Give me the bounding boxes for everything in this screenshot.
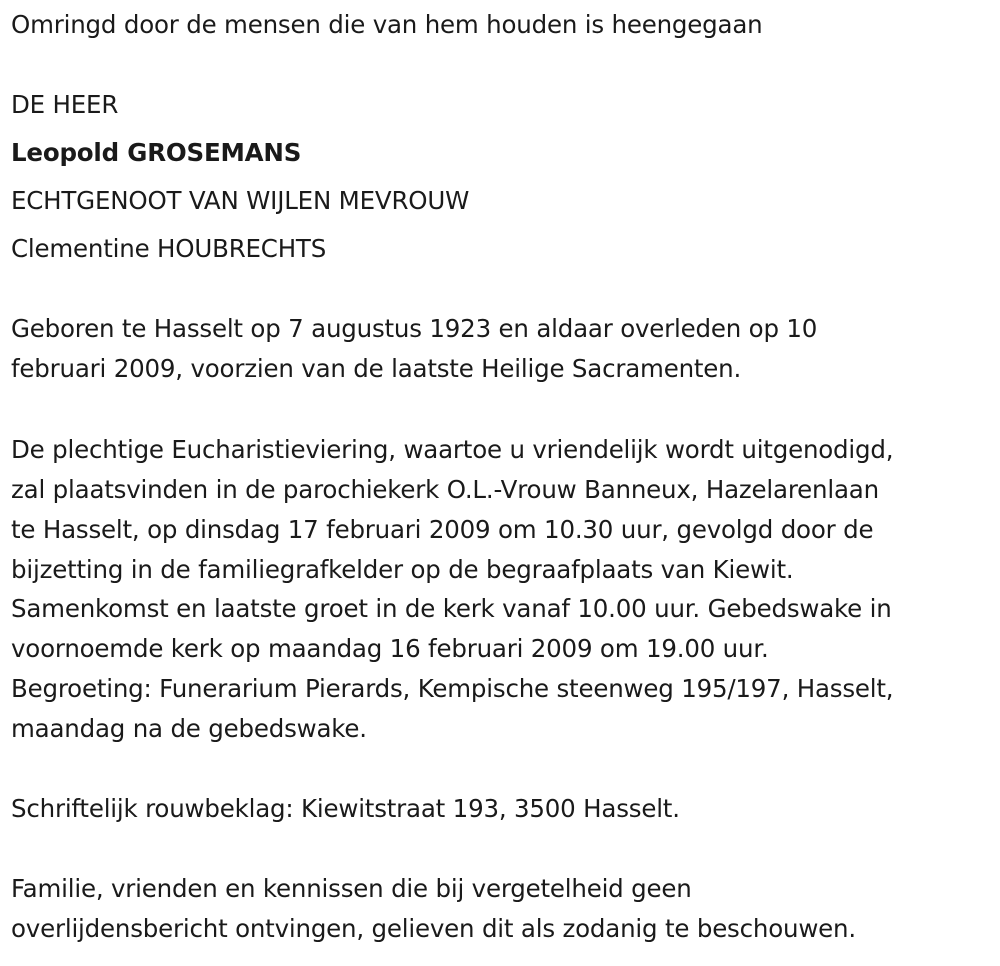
ceremony-line: bijzetting in de familiegrafkelder op de begraafplaats van Kiewit. — [11, 555, 794, 584]
intro-line: Omringd door de mensen die van hem houden is heengegaan — [11, 10, 763, 39]
birth-death-line: Geboren te Hasselt op 7 augustus 1923 en aldaar overleden op 10 — [11, 314, 818, 343]
ceremony-line: zal plaatsvinden in de parochiekerk O.L.-Vrouw Banneux, Hazelarenlaan — [11, 475, 879, 504]
condolence-address: Schriftelijk rouwbeklag: Kiewitstraat 193, 3500 Hasselt. — [11, 794, 680, 823]
ceremony-line: maandag na de gebedswake. — [11, 714, 367, 743]
spouse-relation: ECHTGENOOT VAN WIJLEN MEVROUW — [11, 186, 470, 215]
spouse-name: Clementine HOUBRECHTS — [11, 234, 327, 263]
ceremony-line: voornoemde kerk op maandag 16 februari 2009 om 19.00 uur. — [11, 634, 769, 663]
deceased-name: Leopold GROSEMANS — [11, 138, 302, 167]
ceremony-line: Begroeting: Funerarium Pierards, Kempische steenweg 195/197, Hasselt, — [11, 674, 894, 703]
honorific-title: DE HEER — [11, 90, 119, 119]
closing-line: Familie, vrienden en kennissen die bij vergetelheid geen — [11, 874, 692, 903]
ceremony-line: Samenkomst en laatste groet in de kerk vanaf 10.00 uur. Gebedswake in — [11, 594, 892, 623]
birth-death-line: februari 2009, voorzien van de laatste Heilige Sacramenten. — [11, 354, 742, 383]
closing-line: overlijdensbericht ontvingen, gelieven dit als zodanig te beschouwen. — [11, 914, 856, 943]
ceremony-line: te Hasselt, op dinsdag 17 februari 2009 om 10.30 uur, gevolgd door de — [11, 515, 874, 544]
ceremony-line: De plechtige Eucharistieviering, waartoe u vriendelijk wordt uitgenodigd, — [11, 435, 894, 464]
